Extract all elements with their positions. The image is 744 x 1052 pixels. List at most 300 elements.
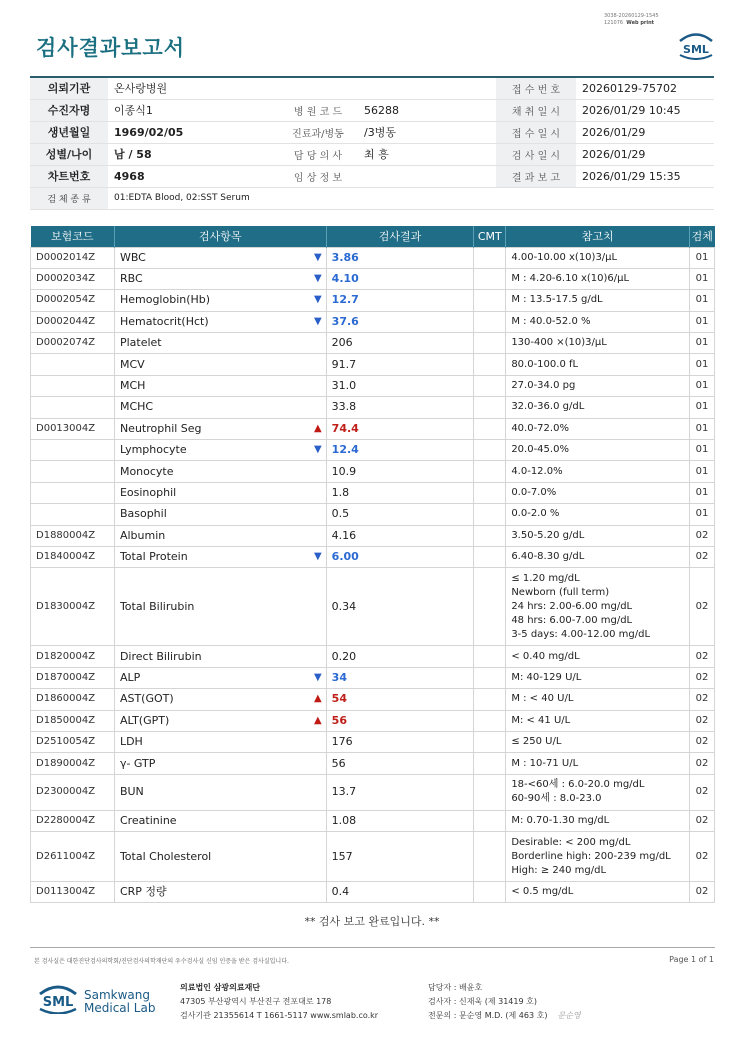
flag-down-icon: ▼ [313, 294, 322, 306]
result-item [114, 482, 326, 503]
result-item [114, 546, 326, 567]
result-value: 54 [326, 689, 474, 710]
result-row [31, 247, 715, 268]
dept-value: /3병동 [358, 121, 496, 143]
result-specimen: 01 [689, 290, 714, 311]
samkwang-logo-icon [36, 982, 80, 1014]
result-reference [506, 482, 690, 503]
result-cmt [474, 774, 506, 810]
result-reference [506, 774, 690, 810]
col-header-ref: 참고치 [506, 226, 690, 247]
signature: 문순영 [557, 1011, 581, 1020]
hospital-code-label: 병 원 코 드 [278, 99, 358, 121]
result-value: 56 [326, 710, 474, 731]
result-code: D1830004Z [31, 568, 115, 646]
result-cmt [474, 710, 506, 731]
reference-line: M : < 40 U/L [511, 693, 574, 705]
result-item [114, 311, 326, 332]
result-code [31, 397, 115, 418]
result-item-label: Total Cholesterol [119, 849, 212, 863]
result-reference [506, 268, 690, 289]
result-value: 12.4 [326, 440, 474, 461]
result-item [114, 504, 326, 525]
reference-line: High: ≥ 240 mg/dL [511, 864, 607, 876]
result-item-label: RBC [119, 272, 143, 286]
result-row [31, 525, 715, 546]
result-item-label: CRP 정량 [119, 885, 167, 899]
result-cmt [474, 247, 506, 268]
results-body [31, 247, 715, 903]
result-row [31, 504, 715, 525]
tested-value: 2026/01/29 [576, 143, 714, 165]
reference-line: 27.0-34.0 pg [511, 380, 576, 392]
result-item-label: Direct Bilirubin [119, 649, 202, 663]
result-specimen: 01 [689, 418, 714, 439]
reception-no-value: 20260129-75702 [576, 77, 714, 99]
result-code: D0002074Z [31, 333, 115, 354]
reference-line: < 0.40 mg/dL [511, 650, 580, 662]
result-value: 176 [326, 731, 474, 752]
reference-line: Newborn (full term) [511, 586, 610, 598]
specimen-label: 검 체 종 류 [30, 187, 108, 209]
clinical-value [358, 165, 496, 187]
result-item-label: Platelet [119, 336, 162, 350]
result-code: D0002034Z [31, 268, 115, 289]
result-reference [506, 731, 690, 752]
result-item [114, 774, 326, 810]
result-value: 34 [326, 667, 474, 688]
flag-down-icon: ▼ [313, 251, 322, 263]
result-row [31, 311, 715, 332]
reference-line: 18-<60세 : 6.0-20.0 mg/dL [511, 779, 645, 791]
result-cmt [474, 333, 506, 354]
result-item-label: Albumin [119, 528, 166, 542]
reference-line: ≤ 1.20 mg/dL [511, 572, 580, 584]
result-code [31, 354, 115, 375]
result-reference [506, 882, 690, 903]
org-name: 의료법인 삼광의료재단 [180, 983, 261, 992]
result-row [31, 832, 715, 882]
result-reference [506, 440, 690, 461]
result-value: 157 [326, 832, 474, 882]
result-specimen: 02 [689, 667, 714, 688]
organization-info [180, 981, 378, 1023]
result-row [31, 397, 715, 418]
result-reference [506, 333, 690, 354]
col-header-result: 검사결과 [326, 226, 474, 247]
result-value: 1.8 [326, 482, 474, 503]
result-specimen: 02 [689, 832, 714, 882]
result-specimen: 02 [689, 546, 714, 567]
result-row [31, 482, 715, 503]
brand-line1: Samkwang [84, 988, 150, 1002]
result-item [114, 354, 326, 375]
result-specimen: 02 [689, 689, 714, 710]
specialist-value: 문순영 M.D. (제 463 호) [458, 1011, 548, 1020]
result-value: 31.0 [326, 375, 474, 396]
result-reference [506, 461, 690, 482]
flag-down-icon: ▼ [313, 551, 322, 563]
result-reference [506, 354, 690, 375]
result-cmt [474, 268, 506, 289]
result-code: D1860004Z [31, 689, 115, 710]
flag-down-icon: ▼ [313, 273, 322, 285]
result-cmt [474, 546, 506, 567]
result-cmt [474, 440, 506, 461]
result-reference [506, 667, 690, 688]
collected-label: 채 취 일 시 [496, 99, 576, 121]
result-specimen: 01 [689, 482, 714, 503]
reference-line: M : 40.0-52.0 % [511, 315, 591, 327]
reference-line: M : 4.20-6.10 x(10)6/μL [511, 273, 630, 285]
result-item-label: MCH [119, 379, 146, 393]
result-reference [506, 247, 690, 268]
result-row [31, 667, 715, 688]
result-value: 56 [326, 753, 474, 774]
reference-line: 32.0-36.0 g/dL [511, 401, 585, 413]
result-cmt [474, 397, 506, 418]
patient-info-table [30, 76, 714, 210]
reference-line: < 0.5 mg/dL [511, 886, 574, 898]
result-code: D1820004Z [31, 646, 115, 667]
result-cmt [474, 418, 506, 439]
result-specimen: 02 [689, 525, 714, 546]
result-item-label: Total Bilirubin [119, 599, 195, 613]
result-reference [506, 418, 690, 439]
print-code-line2: 121076 [604, 20, 624, 26]
result-row [31, 810, 715, 831]
sex-age-value: 남 / 58 [108, 143, 278, 165]
chart-label: 차트번호 [30, 165, 108, 187]
result-cmt [474, 375, 506, 396]
result-cmt [474, 667, 506, 688]
doctor-label: 담 당 의 사 [278, 143, 358, 165]
result-code: D2300004Z [31, 774, 115, 810]
results-table [30, 226, 715, 903]
reference-line: Borderline high: 200-239 mg/dL [511, 850, 671, 862]
result-cmt [474, 354, 506, 375]
result-specimen: 02 [689, 731, 714, 752]
hospital-code-value: 56288 [358, 99, 496, 121]
svg-text:SML: SML [42, 995, 74, 1010]
result-value: 4.16 [326, 525, 474, 546]
clinical-label: 임 상 정 보 [278, 165, 358, 187]
result-item-label: Total Protein [119, 550, 188, 564]
reference-line: Desirable: < 200 mg/dL [511, 836, 631, 848]
result-reference [506, 375, 690, 396]
result-code [31, 504, 115, 525]
birth-label: 생년월일 [30, 121, 108, 143]
result-row [31, 774, 715, 810]
print-code [604, 13, 659, 27]
staff-info [428, 981, 581, 1023]
result-item [114, 440, 326, 461]
flag-down-icon: ▼ [313, 444, 322, 456]
result-item-label: Monocyte [119, 464, 174, 478]
result-value: 0.34 [326, 568, 474, 646]
reference-line: 0.0-7.0% [511, 486, 557, 498]
result-code: D0002014Z [31, 247, 115, 268]
birth-value: 1969/02/05 [108, 121, 278, 143]
result-code: D1870004Z [31, 667, 115, 688]
result-item [114, 268, 326, 289]
result-item-label: Hemoglobin(Hb) [119, 293, 211, 307]
reference-line: 6.40-8.30 g/dL [511, 551, 585, 563]
result-item [114, 646, 326, 667]
svg-text:SML: SML [683, 43, 709, 56]
reference-line: 130-400 ×(10)3/μL [511, 337, 607, 349]
reference-line: 3-5 days: 4.00-12.00 mg/dL [511, 628, 651, 640]
result-specimen: 01 [689, 333, 714, 354]
tested-label: 검 사 일 시 [496, 143, 576, 165]
result-row [31, 461, 715, 482]
result-specimen: 01 [689, 461, 714, 482]
result-item [114, 461, 326, 482]
result-code: D1880004Z [31, 525, 115, 546]
result-value: 33.8 [326, 397, 474, 418]
result-item-label: Eosinophil [119, 485, 177, 499]
result-specimen: 02 [689, 646, 714, 667]
result-item-label: MCV [119, 357, 145, 371]
result-item [114, 710, 326, 731]
brand-line2: Medical Lab [84, 1001, 156, 1015]
certification-note: 본 검사실은 대한진단검사의학회/진단검사의학재단의 우수검사실 신임 인증을 받은 검사실입니다. [34, 958, 289, 965]
result-reference [506, 568, 690, 646]
reference-line: 4.0-12.0% [511, 465, 563, 477]
result-value: 10.9 [326, 461, 474, 482]
result-item-label: Neutrophil Seg [119, 421, 202, 435]
result-value: 0.20 [326, 646, 474, 667]
result-code: D1840004Z [31, 546, 115, 567]
result-code [31, 375, 115, 396]
sml-logo-icon [676, 30, 716, 60]
person-value: 배윤호 [458, 983, 483, 992]
result-cmt [474, 568, 506, 646]
end-message: ** 검사 보고 완료입니다. ** [304, 915, 440, 928]
result-reference [506, 710, 690, 731]
result-code: D2510054Z [31, 731, 115, 752]
flag-down-icon: ▼ [313, 315, 322, 327]
result-item [114, 667, 326, 688]
result-reference [506, 504, 690, 525]
result-cmt [474, 731, 506, 752]
result-code [31, 440, 115, 461]
reference-line: 4.00-10.00 x(10)3/μL [511, 251, 618, 263]
reference-line: ≤ 250 U/L [511, 736, 562, 748]
result-item [114, 333, 326, 354]
result-code: D0002054Z [31, 290, 115, 311]
result-item [114, 753, 326, 774]
report-title: 검사결과보고서 [36, 36, 186, 60]
result-specimen: 01 [689, 440, 714, 461]
collected-value: 2026/01/29 10:45 [576, 99, 714, 121]
requester-value: 온사랑병원 [108, 77, 496, 99]
result-value: 91.7 [326, 354, 474, 375]
result-specimen: 01 [689, 354, 714, 375]
result-row [31, 568, 715, 646]
result-specimen: 01 [689, 311, 714, 332]
result-row [31, 418, 715, 439]
web-print-label: Web print [626, 20, 655, 26]
result-item [114, 731, 326, 752]
result-cmt [474, 882, 506, 903]
reported-value: 2026/01/29 15:35 [576, 165, 714, 187]
result-item-label: Lymphocyte [119, 443, 187, 457]
result-code: D1850004Z [31, 710, 115, 731]
result-specimen: 02 [689, 774, 714, 810]
result-code: D0013004Z [31, 418, 115, 439]
result-code: D2280004Z [31, 810, 115, 831]
brand-name [84, 989, 155, 1015]
result-reference [506, 525, 690, 546]
page-number: Page 1 of 1 [669, 955, 714, 964]
result-item [114, 397, 326, 418]
flag-up-icon: ▲ [313, 422, 322, 434]
result-value: 3.86 [326, 247, 474, 268]
flag-down-icon: ▼ [313, 671, 322, 683]
reference-line: 0.0-2.0 % [511, 508, 560, 520]
col-header-spec: 검체 [689, 226, 714, 247]
reference-line: 40.0-72.0% [511, 422, 569, 434]
doctor-value: 최 흥 [358, 143, 496, 165]
reference-line: M: 40-129 U/L [511, 671, 582, 683]
result-item-label: AST(GOT) [119, 692, 174, 706]
result-value: 37.6 [326, 311, 474, 332]
result-reference [506, 689, 690, 710]
result-row [31, 440, 715, 461]
specimen-value: 01:EDTA Blood, 02:SST Serum [108, 187, 714, 209]
result-specimen: 01 [689, 504, 714, 525]
reference-line: M : 10-71 U/L [511, 757, 579, 769]
result-specimen: 01 [689, 268, 714, 289]
result-value: 13.7 [326, 774, 474, 810]
result-reference [506, 397, 690, 418]
org-address: 47305 부산광역시 부산진구 전포대로 178 [180, 997, 332, 1006]
chart-value: 4968 [108, 165, 278, 187]
result-item-label: ALP [119, 670, 141, 684]
result-value: 1.08 [326, 810, 474, 831]
result-reference [506, 753, 690, 774]
result-row [31, 710, 715, 731]
result-specimen: 01 [689, 247, 714, 268]
footer-divider [30, 947, 715, 948]
result-item [114, 810, 326, 831]
result-reference [506, 832, 690, 882]
reference-line: 3.50-5.20 g/dL [511, 529, 585, 541]
result-reference [506, 311, 690, 332]
reference-line: M: < 41 U/L [511, 714, 571, 726]
result-cmt [474, 810, 506, 831]
result-item-label: MCHC [119, 400, 154, 414]
result-row [31, 646, 715, 667]
result-reference [506, 646, 690, 667]
result-code: D1890004Z [31, 753, 115, 774]
result-row [31, 731, 715, 752]
reference-line: M: 0.70-1.30 mg/dL [511, 814, 610, 826]
result-item-label: Basophil [119, 507, 167, 521]
result-row [31, 689, 715, 710]
result-cmt [474, 504, 506, 525]
result-row [31, 546, 715, 567]
result-item [114, 290, 326, 311]
examiner-value: 신재욱 (제 31419 호) [458, 997, 537, 1006]
result-item-label: Creatinine [119, 813, 177, 827]
flag-up-icon: ▲ [313, 714, 322, 726]
reference-line: M : 13.5-17.5 g/dL [511, 294, 603, 306]
result-specimen: 01 [689, 397, 714, 418]
result-item-label: γ- GTP [119, 756, 156, 770]
result-code [31, 482, 115, 503]
person-label: 담당자 : [428, 983, 457, 992]
result-row [31, 882, 715, 903]
result-value: 74.4 [326, 418, 474, 439]
patient-value: 이종식1 [108, 99, 278, 121]
flag-up-icon: ▲ [313, 693, 322, 705]
result-item [114, 418, 326, 439]
col-header-code: 보험코드 [31, 226, 115, 247]
result-cmt [474, 461, 506, 482]
result-cmt [474, 753, 506, 774]
result-cmt [474, 311, 506, 332]
received-label: 접 수 일 시 [496, 121, 576, 143]
result-item-label: LDH [119, 735, 143, 749]
result-row [31, 333, 715, 354]
result-reference [506, 810, 690, 831]
reference-line: 80.0-100.0 fL [511, 358, 579, 370]
result-specimen: 02 [689, 810, 714, 831]
result-row [31, 354, 715, 375]
result-item [114, 832, 326, 882]
col-header-item: 검사항목 [114, 226, 326, 247]
result-value: 0.4 [326, 882, 474, 903]
specialist-label: 전문의 : [428, 1011, 457, 1020]
result-cmt [474, 832, 506, 882]
result-row [31, 375, 715, 396]
result-value: 4.10 [326, 268, 474, 289]
result-reference [506, 546, 690, 567]
result-specimen: 02 [689, 568, 714, 646]
result-item [114, 247, 326, 268]
result-specimen: 02 [689, 710, 714, 731]
result-cmt [474, 290, 506, 311]
result-item-label: ALT(GPT) [119, 713, 170, 727]
patient-label: 수진자명 [30, 99, 108, 121]
result-row [31, 290, 715, 311]
result-cmt [474, 689, 506, 710]
result-reference [506, 290, 690, 311]
received-value: 2026/01/29 [576, 121, 714, 143]
result-row [31, 753, 715, 774]
result-item [114, 525, 326, 546]
result-code: D0002044Z [31, 311, 115, 332]
result-item-label: BUN [119, 785, 144, 799]
result-row [31, 268, 715, 289]
examiner-label: 검사자 : [428, 997, 457, 1006]
requester-label: 의뢰기관 [30, 77, 108, 99]
reference-line: 24 hrs: 2.00-6.00 mg/dL [511, 600, 633, 612]
sex-age-label: 성별/나이 [30, 143, 108, 165]
reference-line: 20.0-45.0% [511, 444, 569, 456]
result-value: 0.5 [326, 504, 474, 525]
result-cmt [474, 646, 506, 667]
result-code: D2611004Z [31, 832, 115, 882]
print-code-line1: 3038-20260129-1545 [604, 13, 659, 19]
result-code: D0113004Z [31, 882, 115, 903]
dept-label: 진료과/병동 [278, 121, 358, 143]
result-specimen: 01 [689, 375, 714, 396]
reported-label: 결 과 보 고 [496, 165, 576, 187]
reception-no-label: 접 수 번 호 [496, 77, 576, 99]
